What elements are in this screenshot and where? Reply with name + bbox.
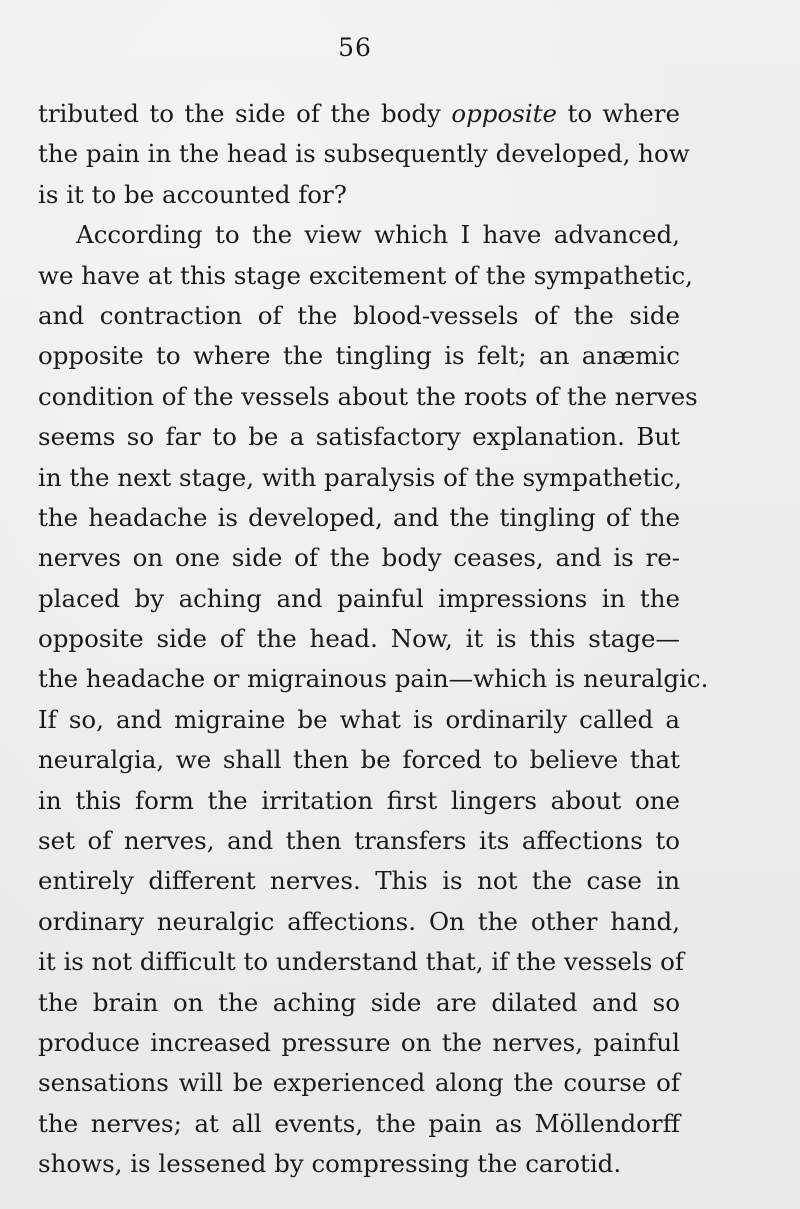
text-line-3: is it to be accounted for?	[38, 179, 347, 209]
text-line-1	[38, 94, 680, 134]
text-line-11: the headache is developed, and the tingling of the	[38, 502, 680, 532]
line-1-after: to where	[557, 99, 680, 128]
text-line-23: the brain on the aching side are dilated and so	[38, 987, 680, 1017]
text-line-20: entirely different nerves. This is not the case in	[38, 866, 680, 896]
line-1-before: tributed to the side of the body	[38, 99, 452, 128]
text-line-13: placed by aching and painful impressions in the	[38, 583, 680, 613]
page-number: 56	[338, 33, 372, 62]
text-line-2: the pain in the head is subsequently developed, how	[38, 139, 690, 169]
text-line-18: in this form the irritation first lingers about one	[38, 785, 680, 815]
text-line-17: neuralgia, we shall then be forced to believe that	[38, 745, 680, 775]
text-line-6: and contraction of the blood-vessels of the side	[38, 300, 680, 330]
text-line-22: it is not difficult to understand that, if the vessels of	[38, 947, 684, 977]
text-line-16: If so, and migraine be what is ordinarily called a	[38, 704, 680, 734]
text-line-24: produce increased pressure on the nerves, painful	[38, 1027, 680, 1057]
text-line-25: sensations will be experienced along the course of	[38, 1068, 680, 1098]
body-text	[38, 94, 709, 1185]
text-line-12: nerves on one side of the body ceases, and is re-	[38, 543, 680, 573]
text-line-19: set of nerves, and then transfers its affections to	[38, 826, 680, 856]
text-line-4: According to the view which I have advanced,	[76, 220, 680, 250]
emphasis-opposite: opposite	[451, 99, 557, 128]
text-line-7: opposite to where the tingling is felt; an anæmic	[38, 341, 680, 371]
text-line-27: shows, is lessened by compressing the carotid.	[38, 1149, 622, 1179]
text-line-26: the nerves; at all events, the pain as Möllendorff	[38, 1108, 680, 1138]
text-line-15: the headache or migrainous pain—which is neuralgic.	[38, 664, 709, 694]
text-line-10: in the next stage, with paralysis of the sympathetic,	[38, 462, 682, 492]
text-line-8: condition of the vessels about the roots of the nerves	[38, 381, 698, 411]
text-line-5: we have at this stage excitement of the sympathetic,	[38, 260, 693, 290]
text-line-9: seems so far to be a satisfactory explanation. But	[38, 422, 680, 452]
text-line-21: ordinary neuralgic affections. On the other hand,	[38, 906, 680, 936]
text-line-14: opposite side of the head. Now, it is this stage—	[38, 624, 680, 654]
